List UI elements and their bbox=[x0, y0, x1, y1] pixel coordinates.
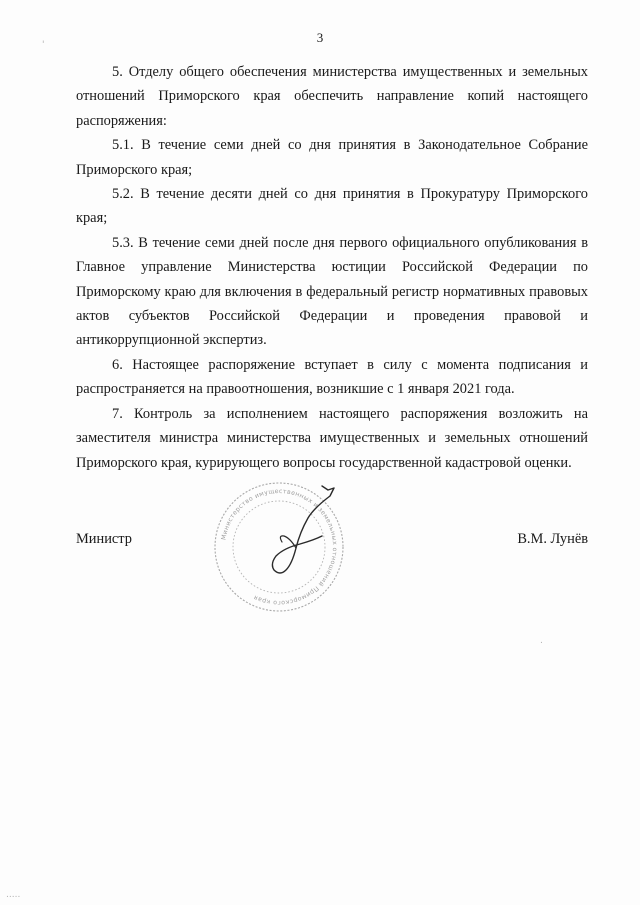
page-number: 3 bbox=[316, 30, 324, 45]
signature-block bbox=[76, 531, 588, 555]
signatory-name: В.М. Лунёв bbox=[517, 531, 588, 547]
paragraph-5: 5. Отделу общего обеспечения министерства имущественных и земельных отношений Приморского края обеспечить направление копий настоящего распоряжения: bbox=[76, 64, 588, 129]
scan-speck: . bbox=[540, 636, 543, 646]
paragraph-5-2: 5.2. В течение десяти дней со дня принятия в Прокуратуру Приморского края; bbox=[76, 186, 588, 227]
scan-speck: ..... bbox=[6, 890, 21, 900]
signatory-title: Министр bbox=[76, 531, 132, 547]
paragraph-7: 7. Контроль за исполнением настоящего распоряжения возложить на заместителя министра министерства имущественных и земельных отношений Приморского края, курирующего вопросы государственной кадастровой оценки. bbox=[76, 405, 588, 471]
paragraph-5-3: 5.3. В течение семи дней после дня первого официального опубликования в Главное управление Министерства юстиции Российской Федерации по Приморскому краю для включения в федеральный регистр нормативных правовых актов субъектов Российской Федерации и проведения правовой и антикоррупционной экспертиз. bbox=[76, 234, 588, 349]
stamp-ring-text: Министерство имущественных и земельных отношений Приморского края bbox=[220, 487, 339, 607]
scan-speck: ' bbox=[42, 40, 45, 50]
document-body bbox=[76, 60, 588, 475]
paragraph-5-1: 5.1. В течение семи дней со дня принятия в Законодательное Собрание Приморского края; bbox=[76, 137, 588, 178]
paragraph-6: 6. Настоящее распоряжение вступает в силу с момента подписания и распространяется на правоотношения, возникшие с 1 января 2021 года. bbox=[76, 356, 588, 398]
